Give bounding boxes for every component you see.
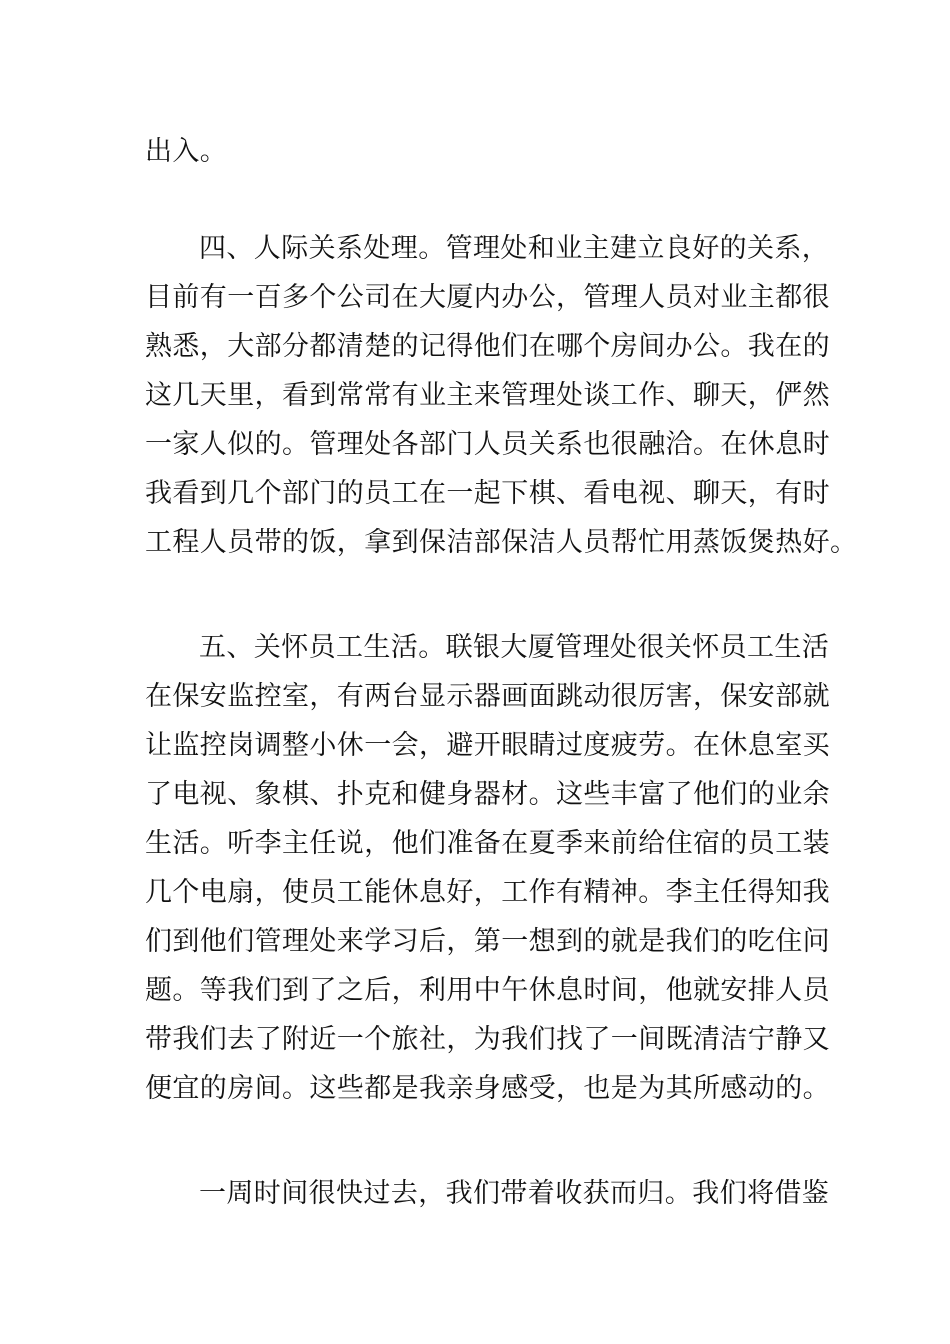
paragraph-3-line-6: 几个电扇，使员工能休息好，工作有精神。李主任得知我 <box>145 877 830 908</box>
paragraph-2-line-4: 这几天里，看到常常有业主来管理处谈工作、聊天，俨然 <box>145 380 830 411</box>
paragraph-3-line-5: 生活。听李主任说，他们准备在夏季来前给住宿的员工装 <box>145 828 830 859</box>
paragraph-3-line-7: 们到他们管理处来学习后，第一想到的就是我们的吃住问 <box>145 926 830 957</box>
paragraph-2-line-7: 工程人员带的饭，拿到保洁部保洁人员帮忙用蒸饭煲热好。 <box>145 527 858 558</box>
paragraph-4-line-1: 一周时间很快过去，我们带着收获而归。我们将借鉴 <box>199 1178 830 1209</box>
paragraph-3-line-1: 五、关怀员工生活。联银大厦管理处很关怀员工生活 <box>199 632 830 663</box>
paragraph-3-line-8: 题。等我们到了之后，利用中午休息时间，他就安排人员 <box>145 975 830 1006</box>
paragraph-2-line-6: 我看到几个部门的员工在一起下棋、看电视、聊天，有时 <box>145 478 830 509</box>
paragraph-3-line-3: 让监控岗调整小休一会，避开眼睛过度疲劳。在休息室买 <box>145 730 830 761</box>
paragraph-1-line-1: 出入。 <box>145 136 228 167</box>
paragraph-3-line-4: 了电视、象棋、扑克和健身器材。这些丰富了他们的业余 <box>145 779 830 810</box>
paragraph-3-line-9: 带我们去了附近一个旅社，为我们找了一间既清洁宁静又 <box>145 1024 830 1055</box>
paragraph-2-line-2: 目前有一百多个公司在大厦内办公，管理人员对业主都很 <box>145 282 830 313</box>
paragraph-2-line-5: 一家人似的。管理处各部门人员关系也很融洽。在休息时 <box>145 429 830 460</box>
paragraph-3-line-2: 在保安监控室，有两台显示器画面跳动很厉害，保安部就 <box>145 681 830 712</box>
paragraph-2-line-1: 四、人际关系处理。管理处和业主建立良好的关系， <box>199 233 830 264</box>
paragraph-2-line-3: 熟悉，大部分都清楚的记得他们在哪个房间办公。我在的 <box>145 331 830 362</box>
paragraph-3-line-10: 便宜的房间。这些都是我亲身感受，也是为其所感动的。 <box>145 1073 830 1104</box>
